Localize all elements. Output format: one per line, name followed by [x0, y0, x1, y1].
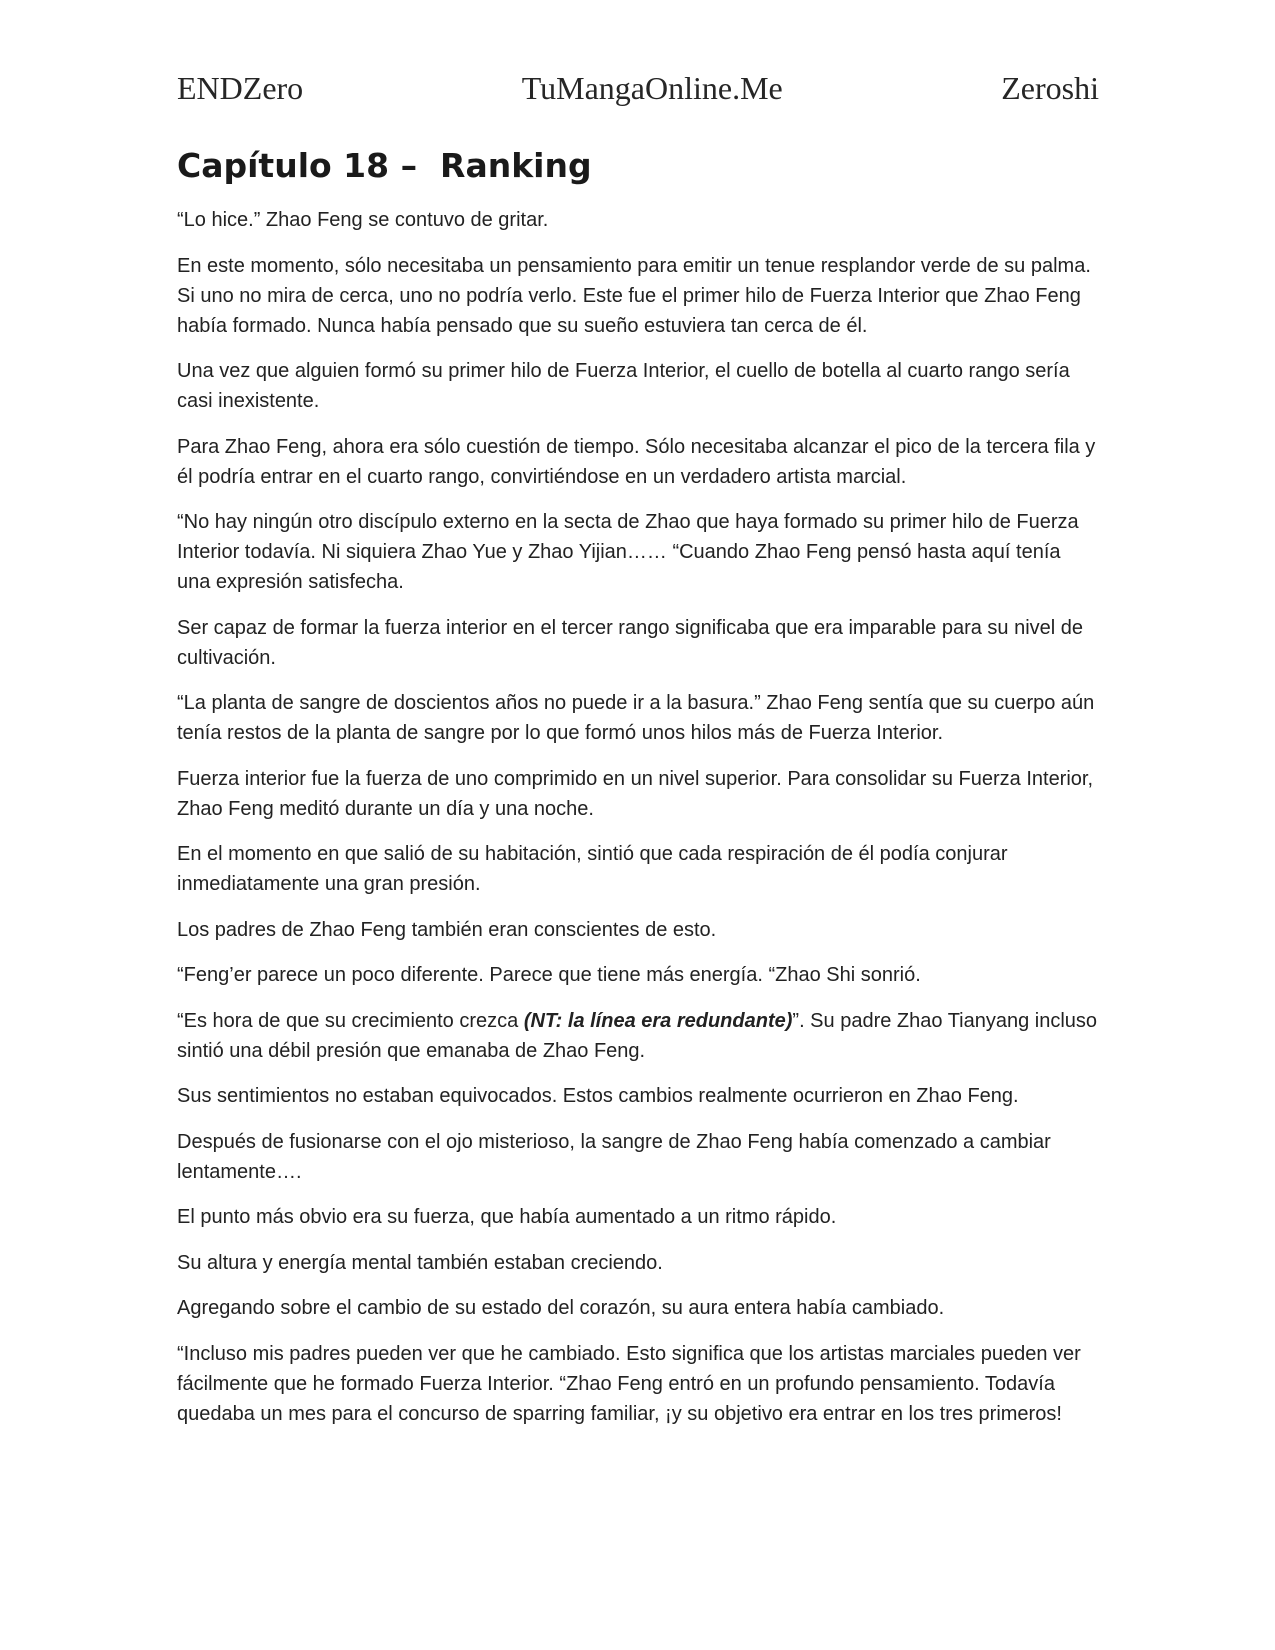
- paragraph: Sus sentimientos no estaban equivocados. Estos cambios realmente ocurrieron en Zhao Feng.: [177, 1085, 1019, 1107]
- paragraph: Para Zhao Feng, ahora era sólo cuestión de tiempo. Sólo necesitaba alcanzar el pico de la tercera fila y él podría entrar en el cuarto rango, convirtiéndose en un verdadero artista marcial.: [177, 435, 1096, 488]
- paragraph: El punto más obvio era su fuerza, que había aumentado a un ritmo rápido.: [177, 1206, 837, 1228]
- paragraph: En el momento en que salió de su habitación, sintió que cada respiración de él podía conjurar inmediatamente una gran presión.: [177, 843, 1008, 895]
- paragraph: Fuerza interior fue la fuerza de uno comprimido en un nivel superior. Para consolidar su Fuerza Interior, Zhao Feng meditó durante un día y una noche.: [177, 767, 1094, 820]
- header-site-name: TuMangaOnline.Me: [521, 70, 783, 106]
- paragraph-text: “Es hora de que su crecimiento crezca: [177, 1009, 524, 1032]
- paragraph-with-note: [177, 1006, 1099, 1066]
- paragraph: Ser capaz de formar la fuerza interior en el tercer rango significaba que era imparable para su nivel de cultivación.: [177, 616, 1084, 669]
- paragraph: Después de fusionarse con el ojo misterioso, la sangre de Zhao Feng había comenzado a cambiar lentamente….: [177, 1130, 1051, 1183]
- paragraph: Su altura y energía mental también estaban creciendo.: [177, 1251, 663, 1274]
- paragraph: “La planta de sangre de doscientos años no puede ir a la basura.” Zhao Feng sentía que su cuerpo aún tenía restos de la planta de sangre por lo que formó unos hilos más de Fuerza Interior.: [177, 692, 1095, 744]
- translator-note: (NT: la línea era redundante): [523, 1009, 793, 1032]
- paragraph: “Lo hice.” Zhao Feng se contuvo de gritar.: [177, 209, 549, 231]
- header-right-credit: Zeroshi: [1001, 70, 1099, 106]
- paragraph-text: ”. Su padre Zhao Tianyang incluso sintió una débil presión que emanaba de Zhao Feng.: [177, 1009, 1098, 1062]
- paragraph: “Feng’er parece un poco diferente. Parece que tiene más energía. “Zhao Shi sonrió.: [177, 964, 921, 986]
- header-left-credit: ENDZero: [177, 70, 304, 106]
- paragraph: “No hay ningún otro discípulo externo en la secta de Zhao que haya formado su primer hilo de Fuerza Interior todavía. Ni siquiera Zhao Yue y Zhao Yijian…… “Cuando Zhao Feng pensó hasta aquí tenía una expresión satisfecha.: [177, 511, 1079, 593]
- chapter-title: Capítulo 18 – Ranking: [177, 146, 592, 185]
- paragraph: En este momento, sólo necesitaba un pensamiento para emitir un tenue resplandor verde de su palma. Si uno no mira de cerca, uno no podría verlo. Este fue el primer hilo de Fuerza Interior que Zhao Feng había formado. Nunca había pensado que su sueño estuviera tan cerca de él.: [177, 254, 1091, 337]
- document-page: [177, 70, 1099, 1444]
- page-header: [177, 70, 1099, 120]
- paragraph: Los padres de Zhao Feng también eran conscientes de esto.: [177, 918, 717, 941]
- paragraph: Agregando sobre el cambio de su estado del corazón, su aura entera había cambiado.: [177, 1297, 945, 1319]
- chapter-body: [177, 205, 1099, 1429]
- paragraph: “Incluso mis padres pueden ver que he cambiado. Esto significa que los artistas marciales pueden ver fácilmente que he formado Fuerza Interior. “Zhao Feng entró en un profundo pensamiento. Todavía quedaba un mes para el concurso de sparring familiar, ¡y su objetivo era entrar en los tres primeros!: [177, 1342, 1081, 1425]
- paragraph: Una vez que alguien formó su primer hilo de Fuerza Interior, el cuello de botella al cuarto rango sería casi inexistente.: [177, 360, 1070, 412]
